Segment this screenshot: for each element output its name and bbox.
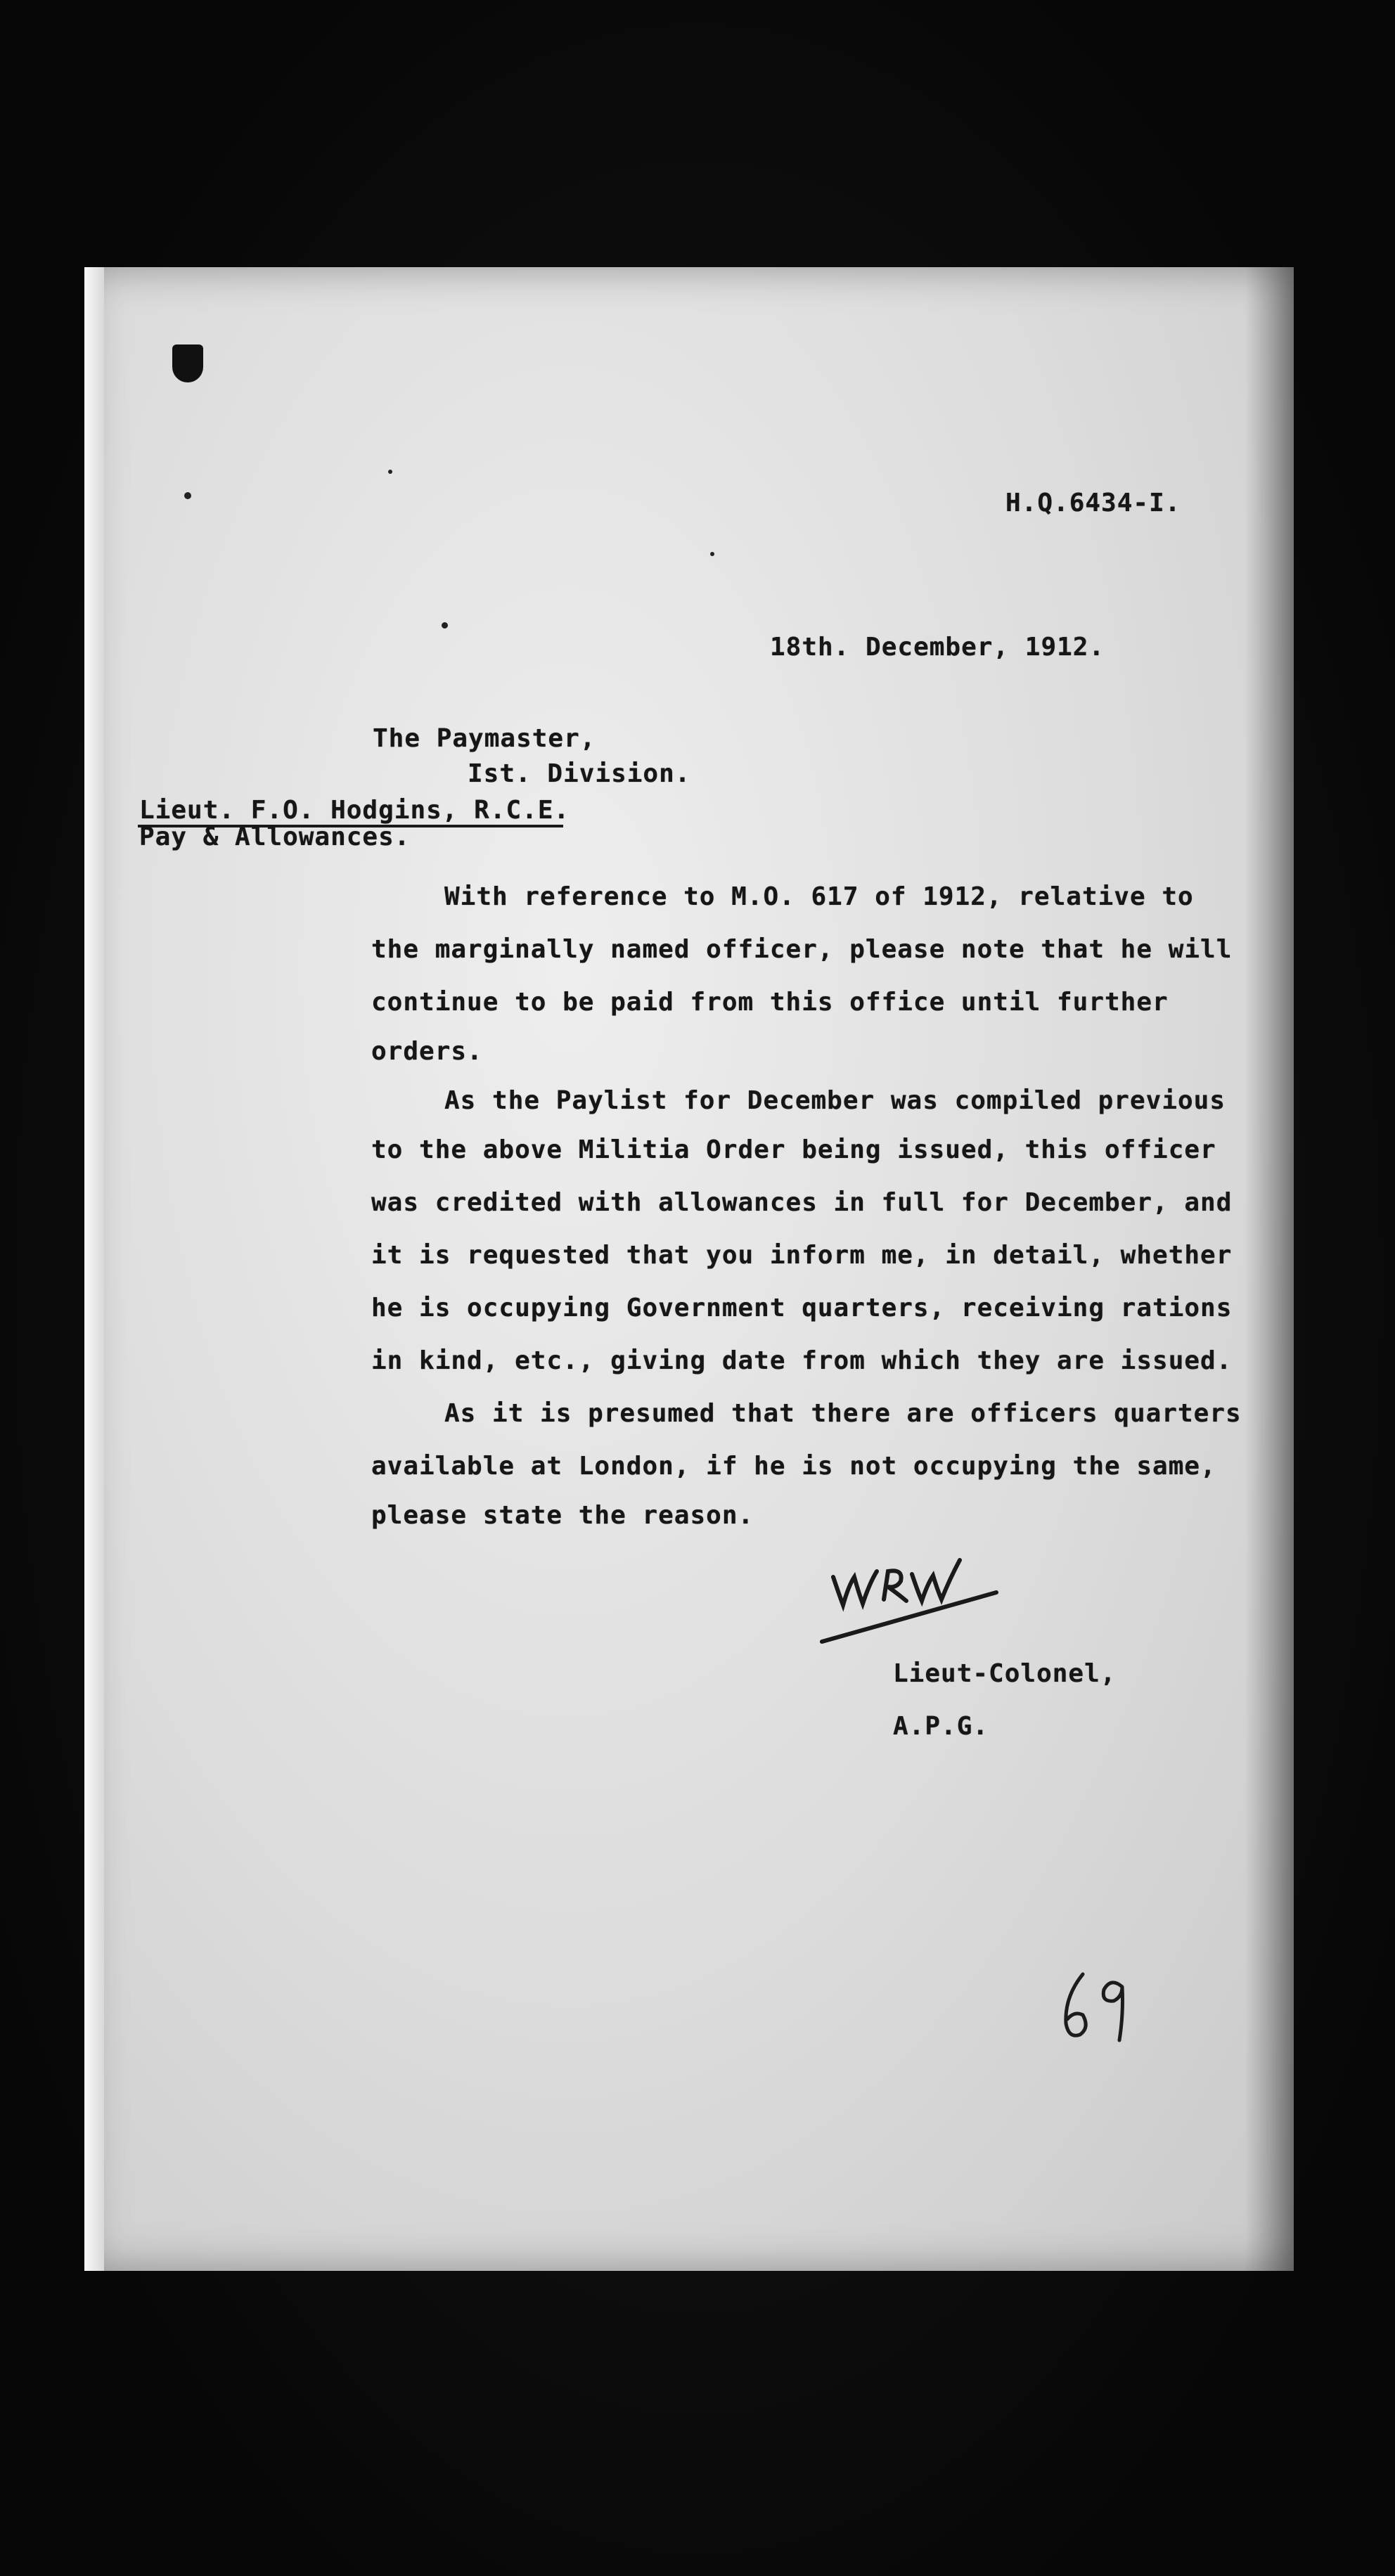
- body-line: please state the reason.: [371, 1501, 754, 1530]
- punch-hole: [172, 344, 203, 382]
- speck: [388, 470, 392, 474]
- signature-unit: A.P.G.: [893, 1712, 989, 1741]
- body-line: the marginally named officer, please note that he will: [371, 935, 1233, 964]
- marginal-officer-name: Lieut. F.O. Hodgins, R.C.E.: [139, 796, 570, 825]
- body-line: As the Paylist for December was compiled previous: [444, 1086, 1226, 1115]
- speck: [184, 492, 191, 499]
- speck: [442, 622, 448, 629]
- addressee-division: Ist. Division.: [468, 759, 691, 788]
- body-line: available at London, if he is not occupying the same,: [371, 1452, 1216, 1481]
- body-line: As it is presumed that there are officers quarters: [444, 1399, 1242, 1428]
- folio-number: [1055, 1969, 1139, 2046]
- speck: [710, 552, 714, 556]
- letter-date: 18th. December, 1912.: [770, 633, 1105, 662]
- body-line: he is occupying Government quarters, receiving rations: [371, 1294, 1233, 1322]
- body-line: continue to be paid from this office until further: [371, 988, 1169, 1017]
- handwritten-signature: [819, 1543, 1002, 1649]
- signature-rank: Lieut-Colonel,: [893, 1659, 1117, 1688]
- body-line: to the above Militia Order being issued, this officer: [371, 1135, 1216, 1164]
- body-line: in kind, etc., giving date from which they are issued.: [371, 1346, 1233, 1375]
- marginal-subject: Pay & Allowances.: [139, 823, 411, 851]
- body-line: was credited with allowances in full for December, and: [371, 1188, 1233, 1217]
- addressee-title: The Paymaster,: [373, 724, 596, 753]
- body-line: it is requested that you inform me, in detail, whether: [371, 1241, 1233, 1270]
- body-line: With reference to M.O. 617 of 1912, relative to: [444, 882, 1194, 911]
- reference-number: H.Q.6434-I.: [1005, 489, 1181, 517]
- body-line: orders.: [371, 1037, 483, 1066]
